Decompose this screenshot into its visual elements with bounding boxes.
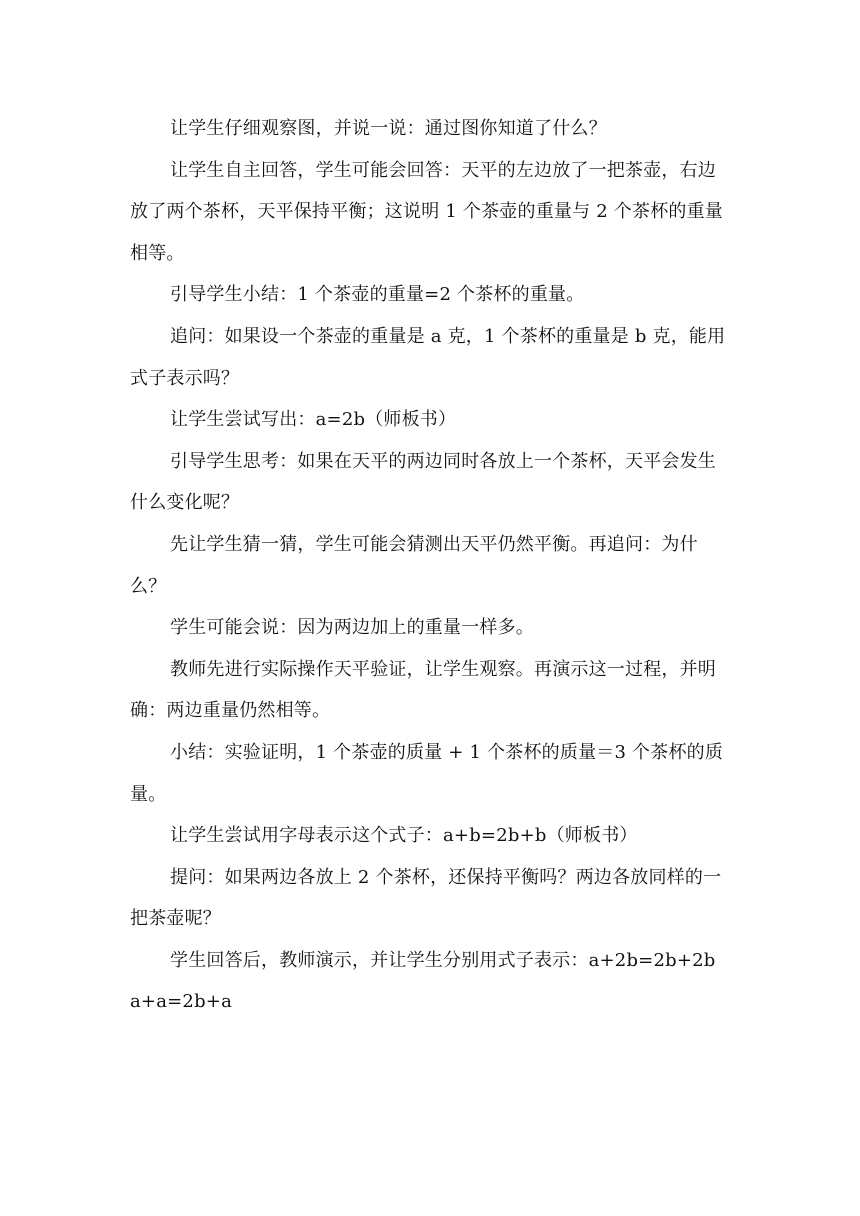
document-body: [130, 108, 730, 1023]
paragraph-equation-a-plus-a: a+a=2b+a: [130, 991, 233, 1013]
paragraph-question-two-cups: 提问：如果两边各放上 2 个茶杯，还保持平衡吗？两边各放同样的一把茶壶呢？: [130, 866, 722, 930]
paragraph-summary-1: 引导学生小结：1 个茶壶的重量=2 个茶杯的重量。: [170, 284, 585, 306]
paragraph-write-equation: 让学生尝试写出：a=2b（师板书）: [170, 409, 457, 431]
paragraph-student-reason: 学生可能会说：因为两边加上的重量一样多。: [170, 617, 534, 639]
paragraph-follow-up-question: 追问：如果设一个茶壶的重量是 a 克，1 个茶杯的重量是 b 克，能用式子表示吗？: [130, 325, 726, 389]
paragraph-observe: 让学生仔细观察图，并说一说：通过图你知道了什么？: [170, 118, 607, 139]
paragraph-summary-2: 小结：实验证明，1 个茶壶的质量 + 1 个茶杯的质量＝3 个茶杯的质量。: [130, 741, 724, 805]
paragraph-letter-equation: 让学生尝试用字母表示这个式子：a+b=2b+b（师板书）: [170, 825, 638, 847]
paragraph-teacher-demo-equations: 学生回答后，教师演示，并让学生分别用式子表示：a+2b=2b+2b: [170, 949, 716, 971]
paragraph-student-answer: 让学生自主回答，学生可能会回答：天平的左边放了一把茶壶，右边放了两个茶杯，天平保持平衡；这说明 1 个茶壶的重量与 2 个茶杯的重量相等。: [130, 159, 723, 264]
paragraph-guess: 先让学生猜一猜，学生可能会猜测出天平仍然平衡。再追问：为什么？: [130, 533, 698, 597]
paragraph-teacher-demo: 教师先进行实际操作天平验证，让学生观察。再演示这一过程，并明确：两边重量仍然相等。: [130, 658, 716, 722]
paragraph-think: 引导学生思考：如果在天平的两边同时各放上一个茶杯，天平会发生什么变化呢？: [130, 450, 716, 514]
